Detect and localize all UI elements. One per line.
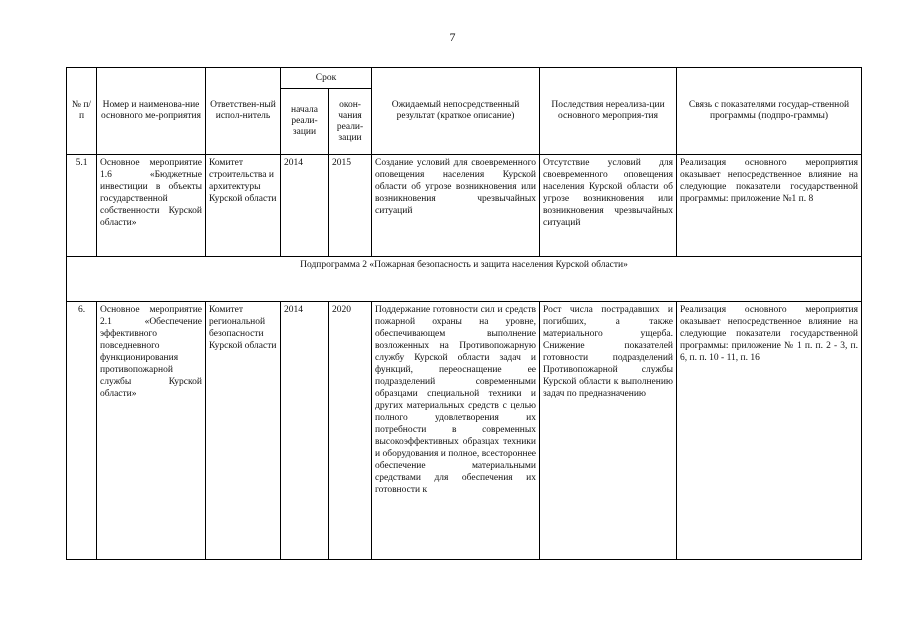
row-consequences: Отсутствие условий для своевременного оповещения населения Курской области об угрозе возникновения или возникновения чрезвычайных ситуаций bbox=[540, 155, 677, 257]
row-consequences: Рост числа пострадавших и погибших, а также материального ущерба. Снижение показателей готовности подразделений Противопожарной службы Курской области к выполнению задач по предназначению bbox=[540, 302, 677, 560]
row-link: Реализация основного мероприятия оказывает непосредственное влияние на следующие показатели государственной программы: приложение №1 п. 8 bbox=[677, 155, 862, 257]
subprogram-row bbox=[67, 257, 862, 302]
row-responsible: Комитет региональной безопасности Курской области bbox=[206, 302, 281, 560]
row-name: Основное мероприятие 2.1 «Обеспечение эффективного повседневного функционирования противопожарной службы Курской области» bbox=[97, 302, 206, 560]
table-row bbox=[67, 155, 862, 257]
row-link: Реализация основного мероприятия оказывает непосредственное влияние на следующие показатели государственной программы: приложение № 1 п. п. 2 - 3, п. 6, п. п. 10 - 11, п. 16 bbox=[677, 302, 862, 560]
header-num: № п/п bbox=[67, 68, 97, 155]
row-start: 2014 bbox=[281, 302, 329, 560]
program-table bbox=[66, 67, 862, 560]
header-name: Номер и наименова-ние основного ме-роприятия bbox=[97, 68, 206, 155]
table-row bbox=[67, 302, 862, 560]
header-end: окон-чания реали-зации bbox=[329, 89, 372, 155]
header-consequences: Последствия нереализа-ции основного мероприя-тия bbox=[540, 68, 677, 155]
header-term: Срок bbox=[281, 68, 372, 89]
header-expected: Ожидаемый непосредственный результат (краткое описание) bbox=[372, 68, 540, 155]
row-name: Основное мероприятие 1.6 «Бюджетные инвестиции в объекты государственной собственности Курской области» bbox=[97, 155, 206, 257]
header-link: Связь с показателями государ-ственной программы (подпро-граммы) bbox=[677, 68, 862, 155]
row-expected: Поддержание готовности сил и средств пожарной охраны на уровне, обеспечивающем выполнение возложенных на Противопожарную службу Курской области задач и функций, переоснащение ее подразделений современными образцами специальной техники и других материальных средств с целью полного удовлетворения их потребности в современных высокоэффективных образцах техники и оборудования и полное, всестороннее обеспечение материальными средствами для обеспечения их готовности к bbox=[372, 302, 540, 560]
row-responsible: Комитет строительства и архитектуры Курской области bbox=[206, 155, 281, 257]
row-num: 5.1 bbox=[67, 155, 97, 257]
row-end: 2020 bbox=[329, 302, 372, 560]
subprogram-title: Подпрограмма 2 «Пожарная безопасность и защита населения Курской области» bbox=[67, 257, 862, 302]
page-number: 7 bbox=[449, 30, 456, 44]
row-end: 2015 bbox=[329, 155, 372, 257]
row-num: 6. bbox=[67, 302, 97, 560]
header-start: начала реали-зации bbox=[281, 89, 329, 155]
row-expected: Создание условий для своевременного оповещения населения Курской области об угрозе возникновения или возникновения чрезвычайных ситуаций bbox=[372, 155, 540, 257]
header-responsible: Ответствен-ный испол-нитель bbox=[206, 68, 281, 155]
row-start: 2014 bbox=[281, 155, 329, 257]
